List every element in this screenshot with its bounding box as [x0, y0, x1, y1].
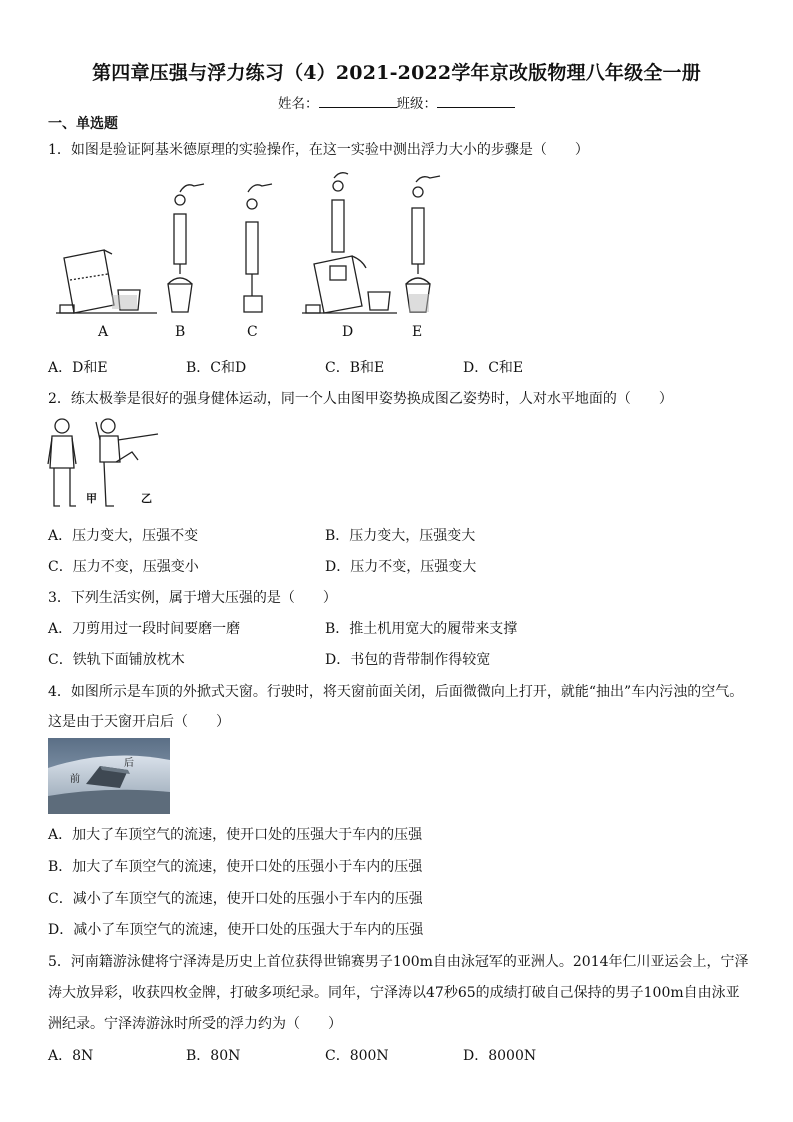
q3-option-a[interactable]: A．刀剪用过一段时间要磨一磨	[48, 621, 241, 637]
q4-sunroof-photo	[48, 738, 170, 814]
q4-option-a[interactable]: A．加大了车顶空气的流速，使开口处的压强大于车内的压强	[48, 827, 423, 843]
q1-stem: 1．如图是验证阿基米德原理的实验操作，在这一实验中测出浮力大小的步骤是（ ）	[48, 142, 589, 158]
q3-option-c[interactable]: C．铁轨下面铺放枕木	[48, 652, 185, 668]
q1-option-c[interactable]: C．B和E	[325, 360, 385, 376]
q2-option-a[interactable]: A．压力变大，压强不变	[48, 528, 199, 544]
q1-fig-label-e: E	[412, 324, 423, 340]
q4-option-c[interactable]: C．减小了车顶空气的流速，使开口处的压强小于车内的压强	[48, 891, 423, 907]
q5-stem-line1: 5．河南籍游泳健将宁泽涛是历史上首位获得世锦赛男子100m自由泳冠军的亚洲人。2014年仁川亚运会上，宁泽	[48, 954, 749, 970]
q1-figure	[52, 170, 452, 340]
q4-stem-line1: 4．如图所示是车顶的外掀式天窗。行驶时，将天窗前面关闭，后面微微向上打开，就能“抽出”车内污浊的空气。	[48, 684, 744, 700]
q3-stem: 3．下列生活实例，属于增大压强的是（ ）	[48, 590, 337, 606]
car-roof-illustration	[48, 738, 170, 814]
q1-fig-label-c: C	[247, 324, 258, 340]
q5-option-b[interactable]: B．80N	[186, 1048, 241, 1064]
q2-stem: 2．练太极拳是很好的强身健体运动，同一个人由图甲姿势换成图乙姿势时，人对水平地面的（ ）	[48, 391, 673, 407]
q1-option-a[interactable]: A．D和E	[48, 360, 108, 376]
archimedes-experiment-figure	[52, 170, 452, 340]
q1-fig-label-b: B	[175, 324, 186, 340]
name-label: 姓名：	[278, 96, 319, 112]
q1-option-b[interactable]: B．C和D	[186, 360, 247, 376]
q4-stem-line2: 这是由于天窗开启后（ ）	[48, 714, 230, 730]
q2-option-d[interactable]: D．压力不变，压强变大	[325, 559, 477, 575]
q2-fig-label-yi: 乙	[141, 492, 152, 505]
q1-fig-label-d: D	[342, 324, 354, 340]
q4-fig-label-front: 前	[70, 774, 80, 785]
q1-fig-label-a: A	[98, 324, 109, 340]
q1-option-d[interactable]: D．C和E	[463, 360, 524, 376]
q4-option-d[interactable]: D．减小了车顶空气的流速，使开口处的压强大于车内的压强	[48, 922, 424, 938]
class-blank[interactable]	[437, 95, 515, 108]
q2-fig-label-jia: 甲	[86, 492, 97, 505]
student-info-line	[0, 92, 793, 112]
page-title: 第四章压强与浮力练习（4）2021-2022学年京改版物理八年级全一册	[92, 62, 701, 84]
q5-stem-line3: 洲纪录。宁泽涛游泳时所受的浮力约为（ ）	[48, 1016, 342, 1032]
q5-option-a[interactable]: A．8N	[48, 1048, 94, 1064]
q2-option-b[interactable]: B．压力变大，压强变大	[325, 528, 476, 544]
class-label: 班级：	[396, 96, 437, 112]
section-heading: 一、单选题	[48, 116, 118, 132]
q3-option-b[interactable]: B．推土机用宽大的履带来支撑	[325, 621, 518, 637]
q2-option-c[interactable]: C．压力不变，压强变小	[48, 559, 199, 575]
q5-option-d[interactable]: D．8000N	[463, 1048, 537, 1064]
name-blank[interactable]	[319, 95, 397, 108]
q4-fig-label-rear: 后	[124, 758, 134, 769]
q5-stem-line2: 涛大放异彩，收获四枚金牌，打破多项纪录。同年，宁泽涛以47秒65的成绩打破自己保持的男子100m自由泳亚	[48, 985, 740, 1001]
q5-option-c[interactable]: C．800N	[325, 1048, 389, 1064]
q3-option-d[interactable]: D．书包的背带制作得较宽	[325, 652, 491, 668]
q4-option-b[interactable]: B．加大了车顶空气的流速，使开口处的压强小于车内的压强	[48, 859, 423, 875]
